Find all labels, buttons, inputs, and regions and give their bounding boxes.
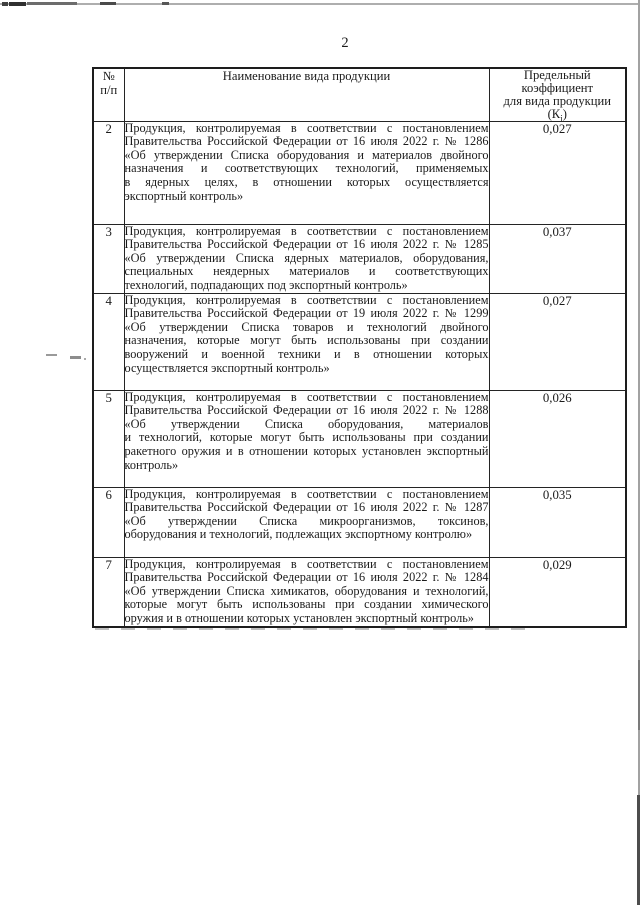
product-name-line: Правительства Российской Федерации от 16 июля 2022 г. № 1285	[124, 237, 489, 252]
scan-artifact-margin-dash	[84, 358, 86, 360]
table-row	[93, 224, 626, 293]
row-product-name	[124, 121, 489, 224]
table-body	[93, 121, 626, 626]
row-number: 3	[93, 224, 124, 293]
table-row	[93, 121, 626, 224]
product-name-line: Продукция, контролируемая в соответствии с постановлением	[124, 389, 489, 404]
header-coefficient-line: для вида продукции	[503, 93, 611, 108]
product-name-line: технологий, подпадающих под экспортный контроль»	[124, 278, 408, 292]
product-name-line: «Об утверждении Списка ядерных материалов, оборудования,	[124, 250, 489, 265]
scan-artifact-top-dark-mark	[9, 2, 26, 6]
product-name-line: осуществляется экспортный контроль»	[124, 360, 330, 375]
product-name-line: ракетного оружия и в отношении которых установлен экспортный	[124, 443, 489, 458]
row-number: 4	[93, 293, 124, 390]
row-number: 2	[93, 121, 124, 224]
product-name-line: в ядерных целях, в отношении которых осуществляется	[124, 175, 489, 189]
product-name-line: Правительства Российской Федерации от 16 июля 2022 г. № 1286	[124, 134, 489, 149]
header-product-name-label: Наименование вида продукции	[222, 69, 391, 83]
product-name-line: назначения, которые могут быть использованы при создании	[124, 333, 489, 348]
row-coefficient: 0,027	[489, 121, 626, 224]
row-coefficient: 0,037	[489, 224, 626, 293]
table-row	[93, 390, 626, 487]
header-coefficient-line: коэффициент	[521, 80, 594, 95]
product-name-line: контроль»	[124, 457, 179, 472]
product-name-line: Продукция, контролируемая в соответствии с постановлением	[124, 120, 489, 135]
scan-artifact-top-line	[0, 3, 640, 5]
scan-artifact-margin-dash	[46, 354, 57, 356]
row-coefficient: 0,027	[489, 293, 626, 390]
page-number: 2	[341, 35, 349, 51]
scan-artifact-top-dark-mark	[2, 2, 8, 6]
scan-artifact-under-table	[95, 628, 525, 630]
product-name-line: «Об утверждении Списка товаров и технологий двойного	[124, 319, 489, 334]
table-row	[93, 293, 626, 390]
row-number: 5	[93, 390, 124, 487]
row-coefficient: 0,029	[489, 557, 626, 626]
row-product-name	[124, 557, 489, 626]
scan-artifact-top-dark-mark	[100, 2, 116, 5]
product-name-line: оборудования и технологий, подлежащих экспортному контролю»	[124, 527, 473, 542]
row-product-name	[124, 487, 489, 557]
product-name-line: вооружений и военной техники и в отношении которых	[124, 346, 489, 361]
table-row	[93, 557, 626, 626]
header-number-line1: №	[102, 69, 115, 83]
row-number: 7	[93, 557, 124, 626]
row-coefficient: 0,026	[489, 390, 626, 487]
table-header	[93, 68, 626, 124]
product-name-line: «Об утверждении Списка микроорганизмов, токсинов,	[124, 513, 489, 528]
product-name-line: оружия и в отношении которых установлен экспортный контроль»	[124, 610, 474, 625]
product-name-line: «Об утверждении Списка химикатов, оборудования и технологий,	[124, 583, 489, 598]
product-name-line: Правительства Российской Федерации от 16 июля 2022 г. № 1284	[124, 570, 489, 585]
product-name-line: Продукция, контролируемая в соответствии с постановлением	[124, 292, 489, 307]
product-name-line: Продукция, контролируемая в соответствии с постановлением	[124, 223, 489, 238]
table-row	[93, 487, 626, 557]
product-name-line: «Об утверждении Списка оборудования и материалов двойного	[124, 147, 489, 162]
row-product-name	[124, 224, 489, 293]
product-name-line: которые могут быть использованы при создании химического	[124, 597, 489, 612]
product-name-line: «Об утверждении Списка оборудования, материалов	[124, 416, 489, 431]
row-number: 6	[93, 487, 124, 557]
product-name-line: Правительства Российской Федерации от 19 июля 2022 г. № 1299	[124, 306, 489, 321]
products-table	[92, 67, 627, 628]
product-name-line: экспортный контроль»	[124, 188, 244, 203]
product-name-line: назначения и соответствующих технологий, применяемых	[124, 161, 489, 176]
product-name-line: Продукция, контролируемая в соответствии с постановлением	[124, 556, 489, 571]
header-number-line2: п/п	[100, 83, 118, 97]
header-coefficient-line: Предельный	[523, 68, 591, 82]
product-name-line: Продукция, контролируемая в соответствии с постановлением	[124, 486, 489, 501]
scan-artifact-top-dark-mark	[27, 2, 77, 5]
row-product-name	[124, 390, 489, 487]
row-product-name	[124, 293, 489, 390]
scan-artifact-margin-dash	[70, 356, 81, 359]
product-name-line: Правительства Российской Федерации от 16 июля 2022 г. № 1287	[124, 500, 489, 515]
row-coefficient: 0,035	[489, 487, 626, 557]
product-name-line: и технологий, которые могут быть использованы при создании	[124, 430, 489, 445]
scan-artifact-top-dark-mark	[162, 2, 169, 5]
header-cell-coefficient	[489, 68, 626, 124]
header-cell-number	[93, 68, 124, 121]
product-name-line: Правительства Российской Федерации от 16 июля 2022 г. № 1288	[124, 403, 489, 418]
header-coefficient-ki: $(К_i)$	[547, 106, 567, 124]
product-name-line: специальных неядерных материалов и соответствующих	[124, 264, 489, 279]
header-cell-product-name	[124, 68, 489, 121]
